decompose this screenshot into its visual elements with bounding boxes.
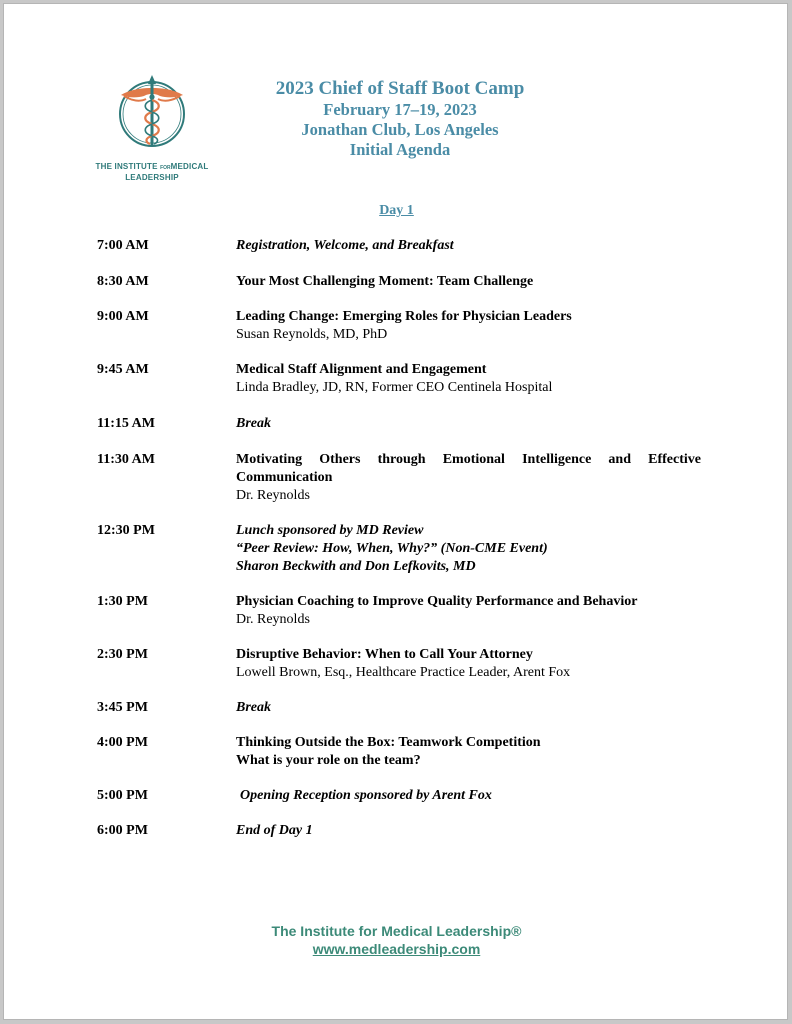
agenda-time: 8:30 AM xyxy=(97,274,149,289)
agenda-session: Disruptive Behavior: When to Call Your Attorney xyxy=(236,647,533,662)
agenda-session: Thinking Outside the Box: Teamwork Competition xyxy=(236,735,541,750)
agenda-row xyxy=(97,451,701,505)
agenda-row xyxy=(97,522,701,576)
agenda-row xyxy=(97,646,701,682)
caduceus-icon xyxy=(115,74,189,160)
logo-text-medical: MEDICAL xyxy=(170,162,209,171)
agenda-session: Lunch sponsored by MD Review xyxy=(236,523,424,538)
agenda-speaker: Dr. Reynolds xyxy=(236,488,310,503)
agenda-time: 11:15 AM xyxy=(97,416,155,431)
agenda-time: 11:30 AM xyxy=(97,452,155,467)
agenda-row xyxy=(97,822,701,840)
logo-wordmark xyxy=(90,162,214,183)
agenda-time: 3:45 PM xyxy=(97,700,148,715)
agenda-list xyxy=(97,237,701,840)
agenda-session: Opening Reception sponsored by Arent Fox xyxy=(240,788,492,803)
event-dates: February 17–19, 2023 xyxy=(323,100,477,119)
agenda-row xyxy=(97,308,701,344)
agenda-session: Break xyxy=(236,700,271,715)
agenda-session-detail: “Peer Review: How, When, Why?” (Non-CME Event) xyxy=(236,541,548,556)
agenda-speaker: Dr. Reynolds xyxy=(236,612,310,627)
event-venue: Jonathan Club, Los Angeles xyxy=(301,120,499,139)
agenda-session: Physician Coaching to Improve Quality Performance and Behavior xyxy=(236,594,638,609)
agenda-speaker: Sharon Beckwith and Don Lefkovits, MD xyxy=(236,559,476,574)
agenda-session: End of Day 1 xyxy=(236,823,313,838)
agenda-row xyxy=(97,699,701,717)
agenda-row xyxy=(97,593,701,629)
agenda-row xyxy=(97,734,701,770)
day-heading: Day 1 xyxy=(379,203,414,218)
document-header xyxy=(204,78,596,160)
agenda-session-detail: What is your role on the team? xyxy=(236,753,421,768)
agenda-row xyxy=(97,273,701,291)
agenda-time: 9:45 AM xyxy=(97,362,149,377)
agenda-time: 4:00 PM xyxy=(97,735,148,750)
agenda-time: 2:30 PM xyxy=(97,647,148,662)
agenda-time: 1:30 PM xyxy=(97,594,148,609)
agenda-time: 5:00 PM xyxy=(97,788,148,803)
agenda-session: Registration, Welcome, and Breakfast xyxy=(236,238,454,253)
agenda-session: Your Most Challenging Moment: Team Challenge xyxy=(236,274,534,289)
document-footer xyxy=(4,922,789,958)
agenda-time: 6:00 PM xyxy=(97,823,148,838)
agenda-row xyxy=(97,361,701,397)
agenda-time: 9:00 AM xyxy=(97,309,149,324)
agenda-row xyxy=(97,415,701,433)
logo-text-institute: THE INSTITUTE xyxy=(95,162,158,171)
logo-text-leadership: LEADERSHIP xyxy=(125,173,179,182)
page-title: 2023 Chief of Staff Boot Camp xyxy=(275,78,525,99)
footer-website-link[interactable]: www.medleadership.com xyxy=(312,941,481,957)
agenda-speaker: Linda Bradley, JD, RN, Former CEO Centinela Hospital xyxy=(236,380,553,395)
agenda-session: Break xyxy=(236,416,271,431)
agenda-speaker: Lowell Brown, Esq., Healthcare Practice Leader, Arent Fox xyxy=(236,665,571,680)
agenda-row xyxy=(97,237,701,255)
agenda-speaker: Susan Reynolds, MD, PhD xyxy=(236,327,388,342)
agenda-time: 12:30 PM xyxy=(97,523,155,538)
footer-organization: The Institute for Medical Leadership® xyxy=(271,923,522,939)
logo-text-for: FOR xyxy=(160,165,171,171)
agenda-row xyxy=(97,787,701,805)
agenda-session: Motivating Others through Emotional Intelligence and Effective Communication xyxy=(236,452,701,485)
agenda-session: Leading Change: Emerging Roles for Physician Leaders xyxy=(236,309,572,324)
agenda-page xyxy=(3,3,788,1020)
institute-logo xyxy=(90,74,214,184)
document-subtitle: Initial Agenda xyxy=(349,140,451,159)
agenda-session: Medical Staff Alignment and Engagement xyxy=(236,362,487,377)
agenda-time: 7:00 AM xyxy=(97,238,149,253)
